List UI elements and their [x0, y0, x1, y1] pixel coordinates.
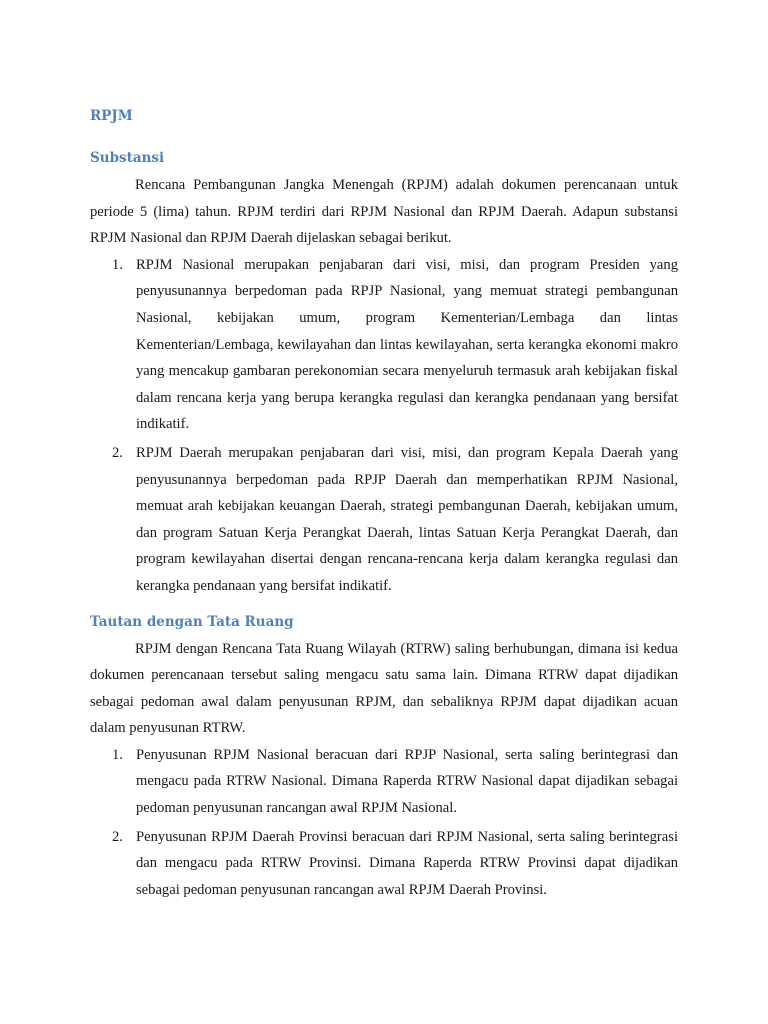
list-item-text: RPJM Daerah merupakan penjabaran dari visi, misi, dan program Kepala Daerah yang penyusunannya berpedoman pada RPJP Daerah dan memperhatikan RPJM Nasional, memuat arah kebijakan keuangan Daerah, strategi pembangunan Daerah, kebijakan umum, dan program Satuan Kerja Perangkat Daerah, lintas Satuan Kerja Perangkat Daerah, dan program kewilayahan disertai dengan rencana-rencana kerja dalam kerangka regulasi dan kerangka pendanaan yang bersifat indikatif.	[136, 444, 678, 594]
list-number: 1.	[112, 746, 123, 763]
section-paragraph: Rencana Pembangunan Jangka Menengah (RPJM) adalah dokumen perencanaan untuk periode 5 (lima) tahun. RPJM terdiri dari RPJM Nasional dan RPJM Daerah. Adapun substansi RPJM Nasional dan RPJM Daerah dijelaskan sebagai berikut.	[90, 177, 678, 247]
section-tautan-tata-ruang	[90, 610, 678, 904]
list-item	[90, 440, 678, 600]
section-heading: Substansi	[90, 150, 165, 166]
list-item-text: RPJM Nasional merupakan penjabaran dari visi, misi, dan program Presiden yang penyusunannya berpedoman pada RPJP Nasional, yang memuat strategi pembangunan Nasional, kebijakan umum, program Kementerian/Lembaga dan lintas Kementerian/Lembaga, kewilayahan dan lintas kewilayahan, serta kerangka ekonomi makro yang mencakup gambaran perekonomian secara menyeluruh termasuk arah kebijakan fiskal dalam rencana kerja yang berupa kerangka regulasi dan kerangka pendanaan yang bersifat indikatif.	[136, 256, 678, 433]
numbered-list	[90, 252, 678, 600]
list-item-text: Penyusunan RPJM Daerah Provinsi beracuan dari RPJM Nasional, serta saling berintegrasi dan mengacu pada RTRW Provinsi. Dimana Raperda RTRW Provinsi dapat dijadikan sebagai pedoman penyusunan rancangan awal RPJM Daerah Provinsi.	[136, 828, 678, 898]
list-number: 2.	[112, 828, 123, 845]
list-item-text: Penyusunan RPJM Nasional beracuan dari RPJP Nasional, serta saling berintegrasi dan mengacu pada RTRW Nasional. Dimana Raperda RTRW Nasional dapat dijadikan sebagai pedoman penyusunan rancangan awal RPJM Nasional.	[136, 746, 678, 817]
list-item	[90, 252, 678, 438]
section-paragraph: RPJM dengan Rencana Tata Ruang Wilayah (RTRW) saling berhubungan, dimana isi kedua dokumen perencanaan tersebut saling mengacu satu sama lain. Dimana RTRW dapat dijadikan sebagai pedoman awal dalam penyusunan RPJM, dan sebaliknya RPJM dapat dijadikan acuan dalam penyusunan RTRW.	[90, 640, 678, 737]
numbered-list	[90, 742, 678, 904]
document-title: RPJM	[90, 108, 133, 124]
section-substansi	[90, 146, 678, 600]
document-page	[90, 104, 678, 905]
section-heading: Tautan dengan Tata Ruang	[90, 613, 294, 630]
list-number: 2.	[112, 444, 123, 461]
list-item	[90, 824, 678, 904]
list-number: 1.	[112, 256, 123, 273]
list-item	[90, 742, 678, 822]
